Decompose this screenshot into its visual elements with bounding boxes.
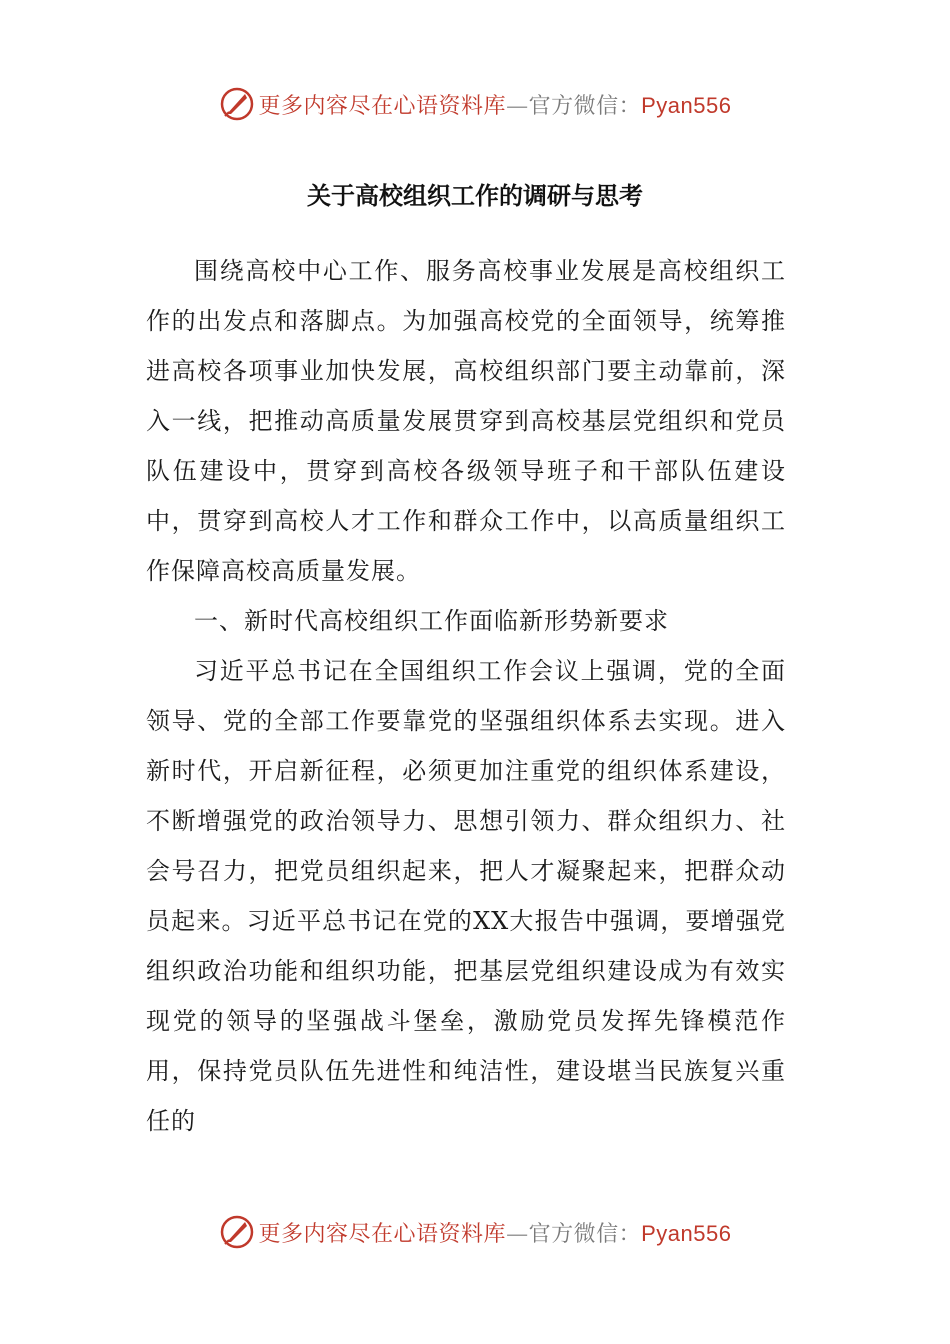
- banner-wechat-id: Pyan556: [641, 92, 732, 118]
- paragraph-intro: 围绕高校中心工作、服务高校事业发展是高校组织工作的出发点和落脚点。为加强高校党的全面领导，统筹推进高校各项事业加快发展，高校组织部门要主动靠前，深入一线，把推动高质量发展贯穿到高校基层党组织和党员队伍建设中，贯穿到高校各级领导班子和干部队伍建设中，贯穿到高校人才工作和群众工作中，以高质量组织工作保障高校高质量发展。: [146, 257, 786, 585]
- banner-wechat-id: Pyan556: [641, 1220, 732, 1246]
- section-heading-1: 一、新时代高校组织工作面临新形势新要求: [194, 607, 669, 635]
- quill-logo-icon: [219, 1214, 255, 1250]
- banner-site-name: 更多内容尽在心语资料库: [258, 1221, 507, 1247]
- banner-text: [259, 89, 732, 120]
- banner-text: [259, 1217, 732, 1248]
- quill-logo-icon: [219, 86, 255, 122]
- banner-dash: —: [506, 93, 529, 119]
- banner-site-name: 更多内容尽在心语资料库: [258, 93, 507, 119]
- document-title: 关于高校组织工作的调研与思考: [307, 181, 643, 210]
- paragraph-section-1: 习近平总书记在全国组织工作会议上强调，党的全面领导、党的全部工作要靠党的坚强组织体系去实现。进入新时代，开启新征程，必须更加注重党的组织体系建设，不断增强党的政治领导力、思想引领力、群众组织力、社会号召力，把党员组织起来，把人才凝聚起来，把群众动员起来。习近平总书记在党的XX大报告中强调，要增强党组织政治功能和组织功能，把基层党组织建设成为有效实现党的领导的坚强战斗堡垒，激励党员发挥先锋模范作用，保持党员队伍先进性和纯洁性，建设堪当民族复兴重任的: [146, 657, 786, 1135]
- banner-wechat-label: 官方微信：: [528, 1221, 642, 1247]
- watermark-banner-bottom: [0, 1212, 950, 1252]
- banner-wechat-label: 官方微信：: [528, 93, 642, 119]
- banner-dash: —: [506, 1221, 529, 1247]
- watermark-banner-top: [0, 84, 950, 124]
- document-body: [146, 246, 786, 1146]
